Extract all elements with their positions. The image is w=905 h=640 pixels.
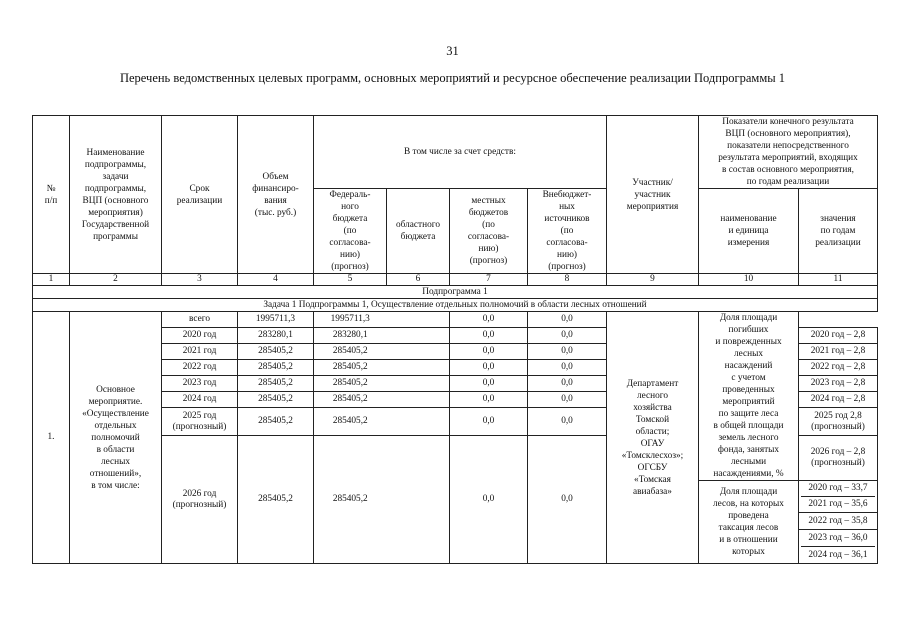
- header-name: [70, 116, 162, 274]
- text-line: Государственной: [81, 219, 150, 230]
- row-federal: 285405,2: [314, 376, 387, 392]
- text-line: (по: [560, 226, 574, 236]
- text-line: (прогноз): [469, 256, 508, 266]
- text-line: «Томсклесхоз»;: [621, 450, 684, 461]
- row-total: 285405,2: [238, 376, 314, 392]
- text-line: мероприятие.: [88, 396, 143, 407]
- header-federal: [314, 189, 387, 274]
- text-line: показатели непосредственного: [727, 141, 849, 151]
- text-line: нию): [478, 244, 499, 254]
- text-line: нию): [340, 250, 360, 260]
- text-line: финансиро-: [252, 183, 299, 194]
- indicator-spacer: [799, 312, 878, 328]
- text-line: ного: [341, 202, 359, 212]
- text-line: мероприятия): [88, 207, 143, 218]
- text-line: Основное: [96, 384, 135, 395]
- row-total: 285405,2: [238, 436, 314, 564]
- row-federal: 285405,2: [314, 392, 387, 408]
- row-local: 0,0: [450, 376, 528, 392]
- indicator-value: 2024 год – 2,8: [799, 392, 878, 408]
- header-extra: [528, 189, 607, 274]
- indicator-value: 2026 год – 2,8 (прогнозный): [799, 436, 878, 481]
- row-regional: [387, 328, 450, 344]
- text-line: в области: [96, 444, 135, 455]
- row-total: 283280,1: [238, 328, 314, 344]
- text-line: ных: [559, 202, 575, 212]
- indicator-value: 2022 год – 35,8: [799, 513, 878, 530]
- text-line: Наименование: [86, 147, 145, 158]
- row-extra: 0,0: [528, 392, 607, 408]
- header-num: [33, 116, 70, 274]
- indicator-value: 2021 год – 35,6: [808, 499, 868, 509]
- header-local: [450, 189, 528, 274]
- text-line: Показатели конечного результата: [722, 117, 854, 127]
- header-volume: [238, 116, 314, 274]
- text-line: результата мероприятий, входящих: [718, 153, 858, 163]
- text-line: земель лесного: [718, 433, 779, 443]
- text-line: мероприятия: [626, 201, 679, 212]
- text-line: Федераль-: [329, 190, 371, 200]
- text-line: «Томская: [634, 474, 671, 485]
- text-line: задачи: [102, 171, 129, 182]
- column-number: 8: [528, 274, 607, 286]
- row-total: 285405,2: [238, 392, 314, 408]
- text-line: (по: [482, 220, 495, 230]
- text-line: области;: [635, 426, 670, 437]
- table-row: [33, 312, 878, 328]
- text-line: лесных: [101, 456, 130, 467]
- page-number: 31: [446, 44, 459, 58]
- indicator-value: 2021 год – 2,8: [799, 344, 878, 360]
- text-line: бюджета: [332, 214, 368, 224]
- row-local: 0,0: [450, 312, 528, 328]
- text-line: вания: [264, 195, 287, 206]
- row-total: 285405,2: [238, 360, 314, 376]
- column-number: 9: [607, 274, 699, 286]
- row-federal: 285405,2: [314, 436, 387, 564]
- text-line: отношений»,: [89, 468, 142, 479]
- indicator-value: 2020 год – 33,7: [801, 481, 875, 497]
- column-number: 6: [387, 274, 450, 286]
- row-total: 285405,2: [238, 344, 314, 360]
- row-extra: 0,0: [528, 312, 607, 328]
- text-line: программы: [93, 231, 138, 242]
- indicator-value: 2022 год – 2,8: [799, 360, 878, 376]
- text-line: (тыс. руб.): [254, 207, 297, 218]
- text-line: проведена: [728, 511, 769, 521]
- text-line: участник: [634, 189, 671, 200]
- header-indicator-values: [799, 189, 878, 274]
- text-line: п/п: [44, 195, 58, 206]
- row-extra: 0,0: [528, 436, 607, 564]
- indicator-value: 2023 год – 2,8: [799, 376, 878, 392]
- row-period: 2021 год: [162, 344, 238, 360]
- text-line: измерения: [727, 238, 770, 248]
- indicator-value-group: [799, 530, 878, 564]
- text-line: ВЦП (основного: [82, 195, 149, 206]
- row-extra: 0,0: [528, 360, 607, 376]
- header-indicators: [699, 116, 878, 189]
- row-period: 2023 год: [162, 376, 238, 392]
- text-line: реализации: [176, 195, 223, 206]
- text-line: Срок: [189, 183, 210, 194]
- text-line: таксация лесов: [718, 523, 779, 533]
- row-regional: [387, 436, 450, 564]
- item-number: 1.: [33, 312, 70, 564]
- text-line: лесных: [734, 349, 763, 359]
- column-number: 1: [33, 274, 70, 286]
- text-line: наименование: [720, 214, 777, 224]
- header-period: [162, 116, 238, 274]
- text-line: бюджетов: [468, 208, 509, 218]
- text-line: фонда, занятых: [717, 445, 780, 455]
- text-line: Внебюджет-: [542, 190, 592, 200]
- row-federal: 283280,1: [314, 328, 387, 344]
- text-line: согласова-: [467, 232, 510, 242]
- indicator-value: 2025 год 2,8 (прогнозный): [799, 408, 878, 436]
- text-line: проведенных: [722, 385, 775, 395]
- column-number: 4: [238, 274, 314, 286]
- text-line: значения: [820, 214, 856, 224]
- text-line: местных: [471, 196, 506, 206]
- text-line: по годам: [820, 226, 856, 236]
- column-number: 10: [699, 274, 799, 286]
- text-line: источников: [544, 214, 590, 224]
- text-line: Департамент: [626, 378, 679, 389]
- text-line: «Осуществление: [82, 408, 149, 419]
- text-line: бюджета: [400, 232, 436, 242]
- text-line: в том числе:: [91, 480, 140, 491]
- row-federal: 1995711,3: [314, 312, 387, 328]
- header-indicator-name: [699, 189, 799, 274]
- row-regional: [387, 344, 450, 360]
- text-line: (по: [343, 226, 357, 236]
- text-line: ОГСБУ: [637, 462, 668, 473]
- row-local: 0,0: [450, 344, 528, 360]
- row-local: 0,0: [450, 436, 528, 564]
- text-line: мероприятий: [722, 397, 775, 407]
- indicator-value-group: [799, 481, 878, 513]
- text-line: и единица: [728, 226, 769, 236]
- text-line: №: [46, 183, 56, 194]
- text-line: подпрограммы,: [84, 183, 147, 194]
- row-local: 0,0: [450, 392, 528, 408]
- page-title: Перечень ведомственных целевых программ, основных мероприятий и ресурсное обеспечение реализации Подпрограммы 1: [119, 71, 786, 85]
- row-federal: 285405,2: [314, 344, 387, 360]
- text-line: (прогноз): [548, 262, 586, 272]
- row-regional: [387, 360, 450, 376]
- text-line: насаждениями, %: [713, 469, 784, 479]
- text-line: погибших: [728, 325, 769, 335]
- row-period: 2026 год (прогнозный): [162, 436, 238, 564]
- task-row: Задача 1 Подпрограммы 1, Осуществление отдельных полномочий в области лесных отношений: [33, 299, 878, 312]
- text-line: Участник/: [632, 177, 673, 188]
- text-line: отдельных: [94, 420, 137, 431]
- text-line: нию): [557, 250, 577, 260]
- text-line: ВЦП (основного мероприятия),: [725, 129, 851, 139]
- indicator-value: 2023 год – 36,0: [801, 530, 875, 547]
- text-line: насаждений: [724, 361, 773, 371]
- row-period: 2024 год: [162, 392, 238, 408]
- text-line: Объем: [262, 171, 289, 182]
- text-line: подпрограммы,: [84, 159, 147, 170]
- row-federal: 285405,2: [314, 408, 387, 436]
- indicator-value: 2024 год – 36,1: [808, 550, 868, 560]
- row-federal: 285405,2: [314, 360, 387, 376]
- text-line: хозяйства: [633, 402, 672, 413]
- program-table: [32, 115, 878, 564]
- text-line: (прогноз): [331, 262, 369, 272]
- row-regional: [387, 408, 450, 436]
- text-line: лесов, на которых: [713, 499, 784, 509]
- text-line: с учетом: [731, 373, 766, 383]
- row-total: 285405,2: [238, 408, 314, 436]
- text-line: лесного: [637, 390, 668, 401]
- text-line: и поврежденных: [715, 337, 782, 347]
- row-period: 2020 год: [162, 328, 238, 344]
- text-line: Доля площади: [719, 313, 778, 323]
- row-regional: [387, 392, 450, 408]
- text-line: полномочий: [91, 432, 140, 443]
- header-regional: [387, 189, 450, 274]
- text-line: согласова-: [546, 238, 588, 248]
- item-participants: [607, 312, 699, 564]
- row-local: 0,0: [450, 360, 528, 376]
- text-line: по годам реализации: [746, 177, 830, 187]
- row-extra: 0,0: [528, 376, 607, 392]
- row-period: 2022 год: [162, 360, 238, 376]
- row-local: 0,0: [450, 328, 528, 344]
- row-extra: 0,0: [528, 328, 607, 344]
- header-funding-group: В том числе за счет средств:: [314, 116, 607, 189]
- text-line: областного: [396, 220, 440, 230]
- text-line: и в отношении: [719, 535, 778, 545]
- row-regional: [387, 376, 450, 392]
- column-number: 7: [450, 274, 528, 286]
- column-number: 3: [162, 274, 238, 286]
- text-line: Томской: [635, 414, 670, 425]
- row-period: 2025 год (прогнозный): [162, 408, 238, 436]
- column-numbers-row: [33, 274, 878, 286]
- text-line: реализации: [815, 238, 861, 248]
- text-line: в общей площади: [713, 421, 784, 431]
- row-extra: 0,0: [528, 408, 607, 436]
- column-number: 2: [70, 274, 162, 286]
- text-line: согласова-: [329, 238, 371, 248]
- row-local: 0,0: [450, 408, 528, 436]
- row-regional: [387, 312, 450, 328]
- text-line: по защите леса: [718, 409, 779, 419]
- text-line: авиабаза»: [633, 486, 672, 497]
- column-number: 11: [799, 274, 878, 286]
- text-line: в состав основного мероприятия,: [722, 165, 854, 175]
- column-number: 5: [314, 274, 387, 286]
- text-line: ОГАУ: [640, 438, 665, 449]
- row-period: всего: [162, 312, 238, 328]
- indicator-value: 2020 год – 2,8: [799, 328, 878, 344]
- text-line: которых: [732, 547, 765, 557]
- row-extra: 0,0: [528, 344, 607, 360]
- indicator-2-name: [699, 481, 799, 564]
- item-name: [70, 312, 162, 564]
- text-line: Доля площади: [719, 487, 778, 497]
- header-participant: [607, 116, 699, 274]
- subprogram-row: Подпрограмма 1: [33, 286, 878, 299]
- row-total: 1995711,3: [238, 312, 314, 328]
- indicator-1-name: [699, 312, 799, 481]
- text-line: лесными: [730, 457, 767, 467]
